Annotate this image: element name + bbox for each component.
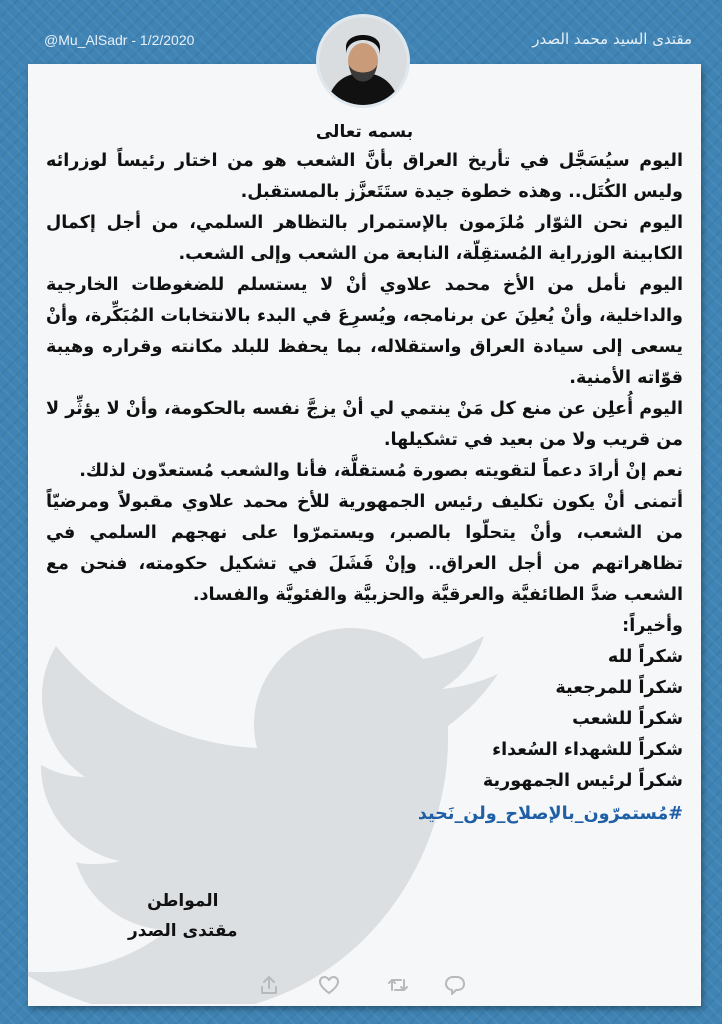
avatar[interactable]: [316, 14, 410, 108]
signature-line: مقتدى الصدر: [128, 921, 238, 941]
author-name[interactable]: مقتدى السيد محمد الصدر: [532, 30, 692, 48]
paragraph: اليوم سيُسَجَّل في تأريخ العراق بأنَّ الشعب هو من اختار رئيساً لوزرائه وليس الكُتَل.. وهذه خطوة جيدة ستَتَعزَّز بالمستقبل.: [46, 151, 683, 202]
avatar-image: [319, 17, 407, 105]
paragraph: اليوم أُعلِن عن منع كل مَنْ ينتمي لي أنْ يزجَّ نفسه بالحكومة، وأنْ لا يؤثِّر لا من قريب ولا من بعيد في تشكيلها.: [46, 399, 683, 450]
closing-line: وأخيراً:: [622, 616, 683, 636]
thanks-item: شكراً للشهداء السُعداء: [492, 740, 683, 760]
handle-and-date[interactable]: @Mu_AlSadr - 1/2/2020: [44, 32, 195, 48]
signature-line: المواطن: [147, 891, 219, 911]
paragraph: اليوم نأمل من الأخ محمد علاوي أنْ لا يستسلم للضغوطات الخارجية والداخلية، وأنْ يُعلِنَ عن برنامجه، ويُسرِعَ في البدء بالانتخابات المُبَكِّرة، وأنْ يسعى إلى سيادة العراق واستقلاله، بما يحفظ للبلد مكانته وقراره وهيبة قوّاته الأمنية.: [46, 275, 683, 388]
signature: [128, 886, 238, 946]
retweet-icon[interactable]: [387, 974, 409, 996]
share-icon[interactable]: [258, 974, 280, 996]
salutation: بسمه تعالى: [315, 122, 414, 142]
reply-icon[interactable]: [444, 974, 466, 996]
paragraph: أتمنى أنْ يكون تكليف رئيس الجمهورية للأخ محمد علاوي مقبولاً ومرضيّاً من الشعب، وأنْ يتحلّوا بالصبر، ويستمرّوا على نهجهم السلمي في تظاهراتهم من أجل العراق.. وإنْ فَشَلَ في تشكيل حكومته، فنحن مع الشعب ضدَّ الطائفيَّة والعرقيَّة والحزبيَّة والفئويَّة والفساد.: [46, 492, 683, 605]
tweet-actions: [28, 962, 701, 1006]
thanks-item: شكراً لرئيس الجمهورية: [482, 771, 683, 791]
paragraph: نعم إنْ أرادَ دعماً لتقويته بصورة مُستقلَّة، فأنا والشعب مُستعدّون لذلك.: [79, 461, 683, 481]
tweet-body: [46, 122, 683, 830]
thanks-item: شكراً للشعب: [572, 709, 683, 729]
paragraph: اليوم نحن الثوّار مُلزَمون بالإستمرار بالتظاهر السلمي، من أجل إكمال الكابينة الوزراية المُستقِلّة، النابعة من الشعب وإلى الشعب.: [46, 213, 683, 264]
thanks-item: شكراً لله: [607, 647, 683, 667]
thanks-item: شكراً للمرجعية: [555, 678, 683, 698]
like-icon[interactable]: [318, 974, 340, 996]
hashtag-link[interactable]: #مُستمرّون_بالإصلاح_ولن_نَحيد: [417, 804, 683, 824]
tweet-card: [28, 64, 701, 1006]
